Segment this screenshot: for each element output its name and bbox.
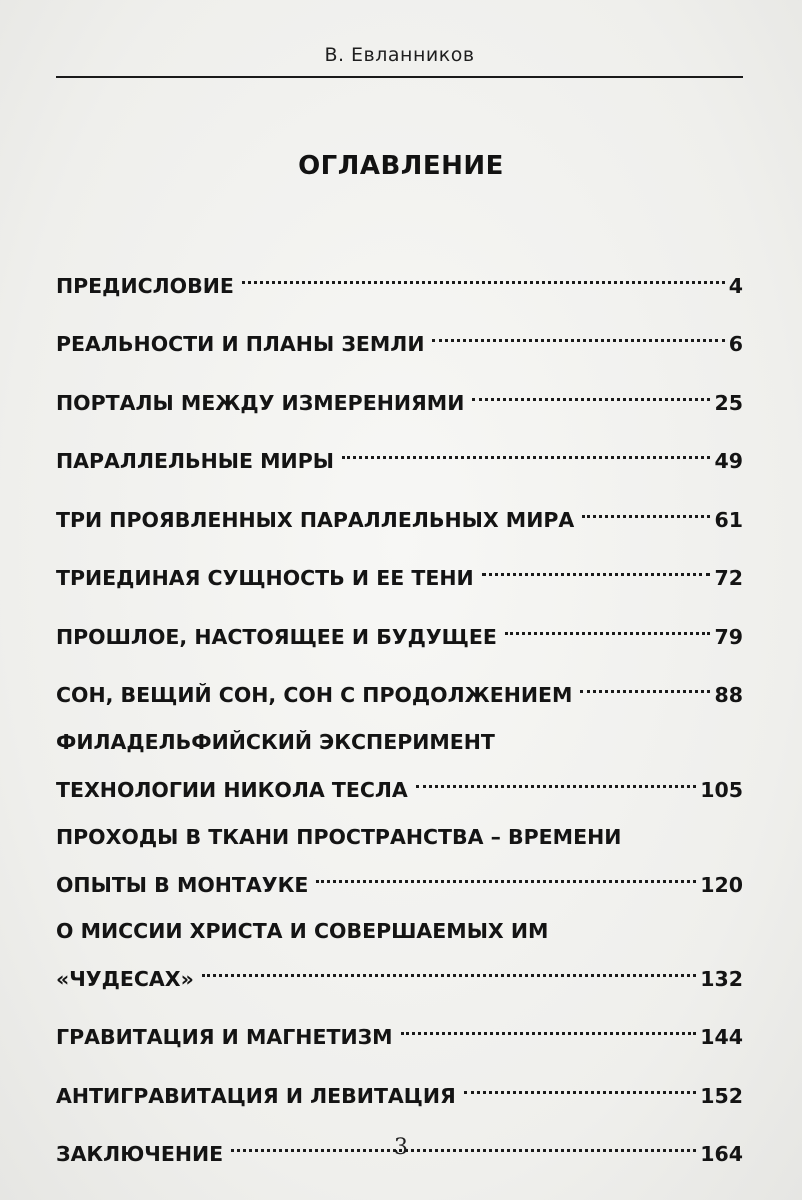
- dot-leader: [580, 666, 710, 703]
- toc-entry-page: 88: [714, 683, 743, 707]
- dot-leader: [242, 256, 725, 293]
- toc-entry-subtitle: ТЕХНОЛОГИИ НИКОЛА ТЕСЛА: [56, 778, 408, 802]
- toc-entry-page: 25: [714, 390, 743, 415]
- toc-entry-page: 79: [714, 624, 743, 649]
- toc-entry: [56, 549, 743, 597]
- toc-entry-title: ЗАКЛЮЧЕНИЕ: [56, 1142, 224, 1166]
- running-header: [56, 36, 743, 78]
- toc-entry-page: 61: [714, 507, 743, 532]
- dot-leader: [401, 1008, 697, 1045]
- toc-entry: [56, 315, 743, 363]
- toc-entry-title: ТРИЕДИНАЯ СУЩНОСТЬ И ЕЕ ТЕНИ: [56, 566, 474, 590]
- toc-entry-title: ТРИ ПРОЯВЛЕННЫХ ПАРАЛЛЕЛЬНЫХ МИРА: [56, 507, 575, 532]
- toc-entry: [56, 256, 743, 304]
- toc-entry: [56, 666, 743, 714]
- toc-entry: [56, 913, 743, 998]
- header-author: В. Евланников: [324, 44, 475, 66]
- toc-entry-page: 120: [700, 872, 743, 897]
- toc-entry: [56, 373, 743, 421]
- dot-leader: [202, 950, 696, 987]
- dot-leader: [432, 315, 724, 352]
- toc-entry-title: ПОРТАЛЫ МЕЖДУ ИЗМЕРЕНИЯМИ: [56, 390, 465, 415]
- toc-title: ОГЛАВЛЕНИЕ: [298, 151, 504, 181]
- toc-entry-page: 105: [700, 778, 743, 802]
- toc-entry-title: РЕАЛЬНОСТИ И ПЛАНЫ ЗЕМЛИ: [56, 332, 425, 356]
- toc-entry-page: 6: [728, 332, 743, 356]
- toc-entry: [56, 490, 743, 538]
- dot-leader: [482, 549, 711, 586]
- toc-entry: [56, 724, 743, 809]
- dot-leader: [464, 1066, 696, 1103]
- toc-entry: [56, 1066, 743, 1114]
- toc-entry: [56, 819, 743, 904]
- toc-entry-page: 72: [714, 566, 743, 590]
- toc-entry-title: АНТИГРАВИТАЦИЯ И ЛЕВИТАЦИЯ: [56, 1083, 456, 1108]
- toc-entry-page: 152: [700, 1083, 743, 1108]
- toc-entry: [56, 432, 743, 480]
- toc-entry-page: 4: [728, 273, 743, 298]
- toc-entry: [56, 1008, 743, 1056]
- dot-leader: [505, 607, 711, 644]
- toc-entry-title: СОН, ВЕЩИЙ СОН, СОН С ПРОДОЛЖЕНИЕМ: [56, 683, 573, 707]
- toc-entry-subtitle: «ЧУДЕСАХ»: [56, 967, 194, 991]
- toc-entry-title: О МИССИИ ХРИСТА И СОВЕРШАЕМЫХ ИМ: [56, 919, 549, 943]
- toc-entry-subtitle: ОПЫТЫ В МОНТАУКЕ: [56, 872, 309, 897]
- dot-leader: [472, 373, 710, 410]
- toc-entry-page: 132: [700, 967, 743, 991]
- toc-entry-title: ПАРАЛЛЕЛЬНЫЕ МИРЫ: [56, 449, 334, 473]
- dot-leader: [342, 432, 710, 469]
- dot-leader: [316, 855, 696, 892]
- toc-entry-page: 164: [700, 1142, 743, 1166]
- toc-entry-title: ПРОХОДЫ В ТКАНИ ПРОСТРАНСТВА – ВРЕМЕНИ: [56, 824, 622, 849]
- toc-entry-title: ПРОШЛОЕ, НАСТОЯЩЕЕ И БУДУЩЕЕ: [56, 624, 497, 649]
- dot-leader: [582, 490, 710, 527]
- toc-entry-title: ФИЛАДЕЛЬФИЙСКИЙ ЭКСПЕРИМЕНТ: [56, 730, 495, 754]
- toc-entry-page: 49: [714, 449, 743, 473]
- toc-entry-title: ГРАВИТАЦИЯ И МАГНЕТИЗМ: [56, 1025, 393, 1049]
- table-of-contents: [56, 256, 743, 1173]
- toc-entry: [56, 607, 743, 655]
- dot-leader: [416, 761, 696, 798]
- toc-entry-page: 144: [700, 1025, 743, 1049]
- page-number: 3: [394, 1135, 408, 1160]
- toc-entry-title: ПРЕДИСЛОВИЕ: [56, 273, 234, 298]
